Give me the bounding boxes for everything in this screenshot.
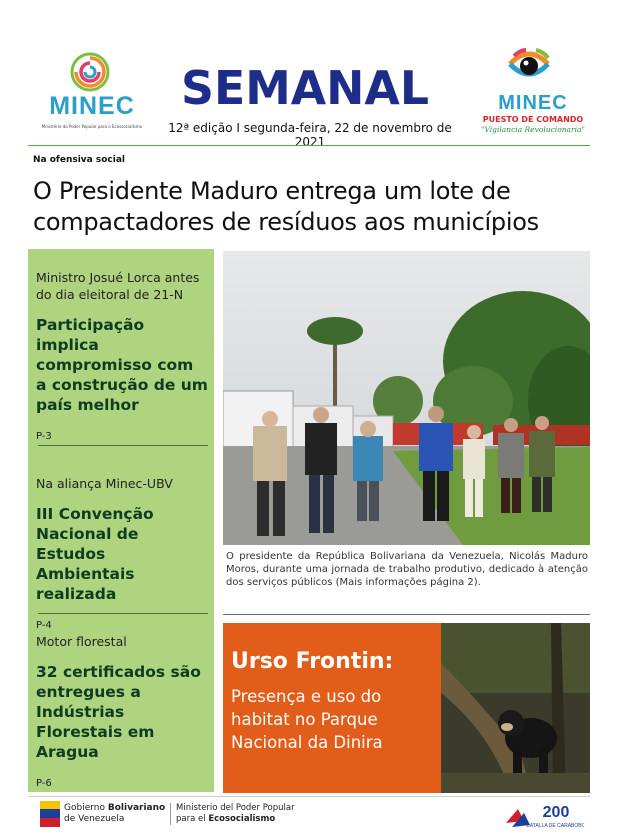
minec-logo-right xyxy=(472,44,594,144)
feature-panel xyxy=(223,623,441,793)
sidebar-item[interactable] xyxy=(36,633,208,789)
sidebar-kicker: Motor florestal xyxy=(36,634,127,649)
photo-caption: O presidente da República Bolivariana da Venezuela, Nicolás Maduro Moros, durante uma jornada de trabalho produtivo, dedicado à atenção dos serviços públicos (Mais informações página 2). xyxy=(226,551,588,588)
gov-logo xyxy=(40,801,190,829)
footer-separator xyxy=(170,803,171,825)
left-logo-tagline: Ministério do Poder Popular para o Ecossocialismo xyxy=(41,124,143,129)
sidebar-title[interactable]: 32 certificados são entregues a Indústrias Florestais em Aragua xyxy=(36,663,201,761)
right-logo-line2: "Vigilancia Revolucionaria" xyxy=(481,125,585,134)
ministry-line1: Ministerio del Poder Popular xyxy=(176,803,295,813)
sidebar xyxy=(28,249,214,792)
feature-subtitle: Presença e uso do habitat no Parque Nacional da Dinira xyxy=(231,687,383,752)
sidebar-title[interactable]: III Convenção Nacional de Estudos Ambientais realizada xyxy=(36,505,154,603)
left-logo-brand: MINEC xyxy=(49,92,135,120)
header-divider xyxy=(28,145,590,146)
sidebar-kicker: Na aliança Minec-UBV xyxy=(36,476,173,491)
feature-box[interactable] xyxy=(223,623,590,793)
bicentennial-text: BATALLA DE CARABOBO xyxy=(526,823,584,829)
feature-title: Urso Frontin: xyxy=(231,649,394,674)
sidebar-item[interactable] xyxy=(36,475,208,631)
masthead xyxy=(180,58,430,114)
bicentennial-logo xyxy=(504,801,584,831)
page-ref: P-3 xyxy=(36,431,52,442)
venezuela-flag-icon xyxy=(40,801,60,827)
caption-divider xyxy=(223,614,590,615)
masthead-title: SEMANAL xyxy=(181,61,429,114)
main-photo xyxy=(223,251,590,545)
eye-logo-icon xyxy=(506,44,552,90)
sidebar-divider xyxy=(38,445,208,446)
sidebar-item[interactable] xyxy=(36,269,208,442)
footer-divider xyxy=(28,796,590,797)
edition-line: 12ª edição I segunda-feira, 22 de novembro de 2021 xyxy=(168,121,452,149)
ministry-text xyxy=(176,803,295,825)
ministry-line2: para el Ecosocialismo xyxy=(176,814,276,824)
sidebar-kicker: Ministro Josué Lorca antes do dia eleitoral de 21-N xyxy=(36,270,200,302)
gov-line1: Gobierno Bolivariano xyxy=(64,803,166,813)
sidebar-title[interactable]: Participação implica compromisso com a construção de um país melhor xyxy=(36,316,208,414)
right-logo-brand: MINEC xyxy=(498,92,568,114)
right-logo-line1: PUESTO DE COMANDO xyxy=(482,115,584,124)
section-label: Na ofensiva social xyxy=(33,155,125,165)
bear-photo xyxy=(441,623,590,793)
spiral-logo-icon xyxy=(70,52,110,92)
sidebar-divider xyxy=(38,613,208,614)
page-ref: P-6 xyxy=(36,778,52,789)
minec-logo-left xyxy=(38,52,146,134)
page-ref: P-4 xyxy=(36,620,52,631)
gov-line2: de Venezuela xyxy=(64,814,125,824)
bicentennial-number: 200 xyxy=(542,804,570,821)
main-headline: O Presidente Maduro entrega um lote de compactadores de resíduos aos municípios xyxy=(33,177,539,236)
